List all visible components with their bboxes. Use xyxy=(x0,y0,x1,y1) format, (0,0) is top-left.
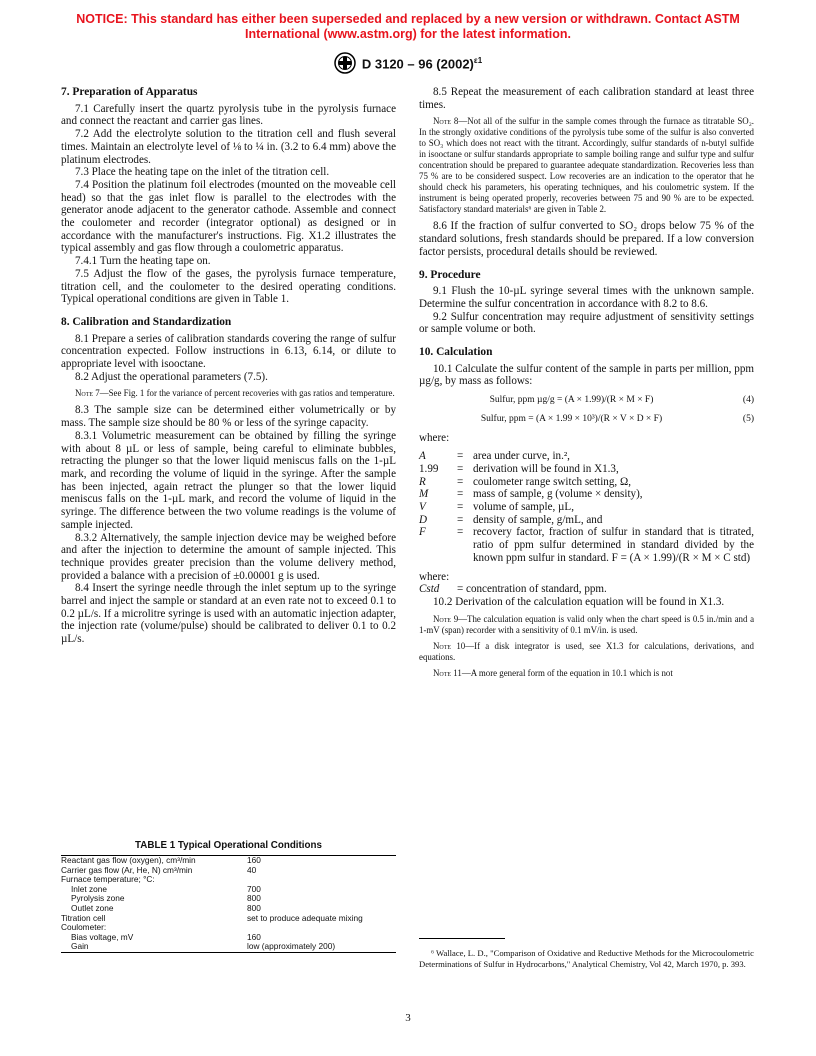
note-8 xyxy=(419,116,754,215)
note-7 xyxy=(61,388,396,399)
definition-row xyxy=(419,450,754,463)
note-7-label: Note 7 xyxy=(75,388,100,399)
table-cell-value: 40 xyxy=(247,864,257,875)
table-cell-value: set to produce adequate mixing xyxy=(247,912,363,923)
table-cell-label: Reactant gas flow (oxygen), cm³/min xyxy=(61,856,247,866)
table-cell-label: Outlet zone xyxy=(71,902,114,913)
definition-equals: = xyxy=(457,450,464,463)
note-10-label: Note 10 xyxy=(433,640,466,651)
footnote-6: ⁶ Wallace, L. D., "Comparison of Oxidative and Reductive Methods for the Microcoulometric Determinations of Sulfur in Hydrocarbons," Analytical Chemistry, Vol 42, March 1970, p. 393. xyxy=(419,948,754,969)
table-cell-label: Inlet zone xyxy=(71,883,107,894)
definition-symbol: V xyxy=(419,501,426,514)
table-cell-label: Carrier gas flow (Ar, He, N) cm³/min xyxy=(61,864,193,875)
para-8-2: 8.2 Adjust the operational parameters (7.5). xyxy=(75,370,268,383)
para-8-1: 8.1 Prepare a series of calibration standards covering the range of sulfur concentration expected. Follow instructions in 6.13, 6.14, or dilute to appropriate level with isooctane. xyxy=(61,332,396,371)
para-8-3: 8.3 The sample size can be determined either volumetrically or by mass. The sample size should be 80 % or less of the syringe capacity. xyxy=(61,404,396,430)
para-7-1: 7.1 Carefully insert the quartz pyrolysis tube in the pyrolysis furnace and connect the reactant and carrier gas lines. xyxy=(61,102,396,128)
definition-cstd-text: = concentration of standard, ppm. xyxy=(457,583,607,596)
table-1-title: TABLE 1 Typical Operational Conditions xyxy=(135,840,322,851)
definition-text: volume of sample, µL, xyxy=(473,501,574,514)
table-cell-value: 160 xyxy=(247,931,261,942)
variable-definitions xyxy=(419,450,754,564)
table-cell-value xyxy=(247,923,396,933)
table-cell-value: 800 xyxy=(247,902,261,913)
definition-equals: = xyxy=(457,475,464,488)
where-label-2: where: xyxy=(419,570,450,583)
para-8-5: 8.5 Repeat the measurement of each calibration standard at least three times. xyxy=(419,86,754,111)
para-10-1: 10.1 Calculate the sulfur content of the sample in parts per million, ppm µg/g, by mass as follows: xyxy=(419,362,754,388)
footnote-divider xyxy=(419,938,505,939)
para-8-3-1: 8.3.1 Volumetric measurement can be obtained by filling the syringe with about 8 µL or less of sample, being careful to eliminate bubbles, retracting the plunger so that the lower liquid meniscus falls on the 1-µL mark, and recording the volume of liquid in the syringe. After the sample has been injected, again retract the plunger so that the lower liquid meniscus falls on the 1-µL mark, and record the volume of liquid in the syringe. The difference between the two volume readings is the volume of sample injected. xyxy=(61,429,396,531)
equation-5 xyxy=(419,413,754,426)
table-cell-value: low (approximately 200) xyxy=(247,942,396,952)
table-cell-label: Gain xyxy=(61,942,247,952)
definition-equals: = xyxy=(457,513,464,526)
table-row xyxy=(61,942,396,952)
note-11-text: —A more general form of the equation in 10.1 which is not xyxy=(461,667,673,678)
definition-equals: = xyxy=(457,462,464,475)
definition-equals: = xyxy=(457,501,464,514)
definition-symbol: A xyxy=(419,450,426,463)
definition-cstd-symbol: Cstd xyxy=(419,583,440,596)
section-10-heading: 10. Calculation xyxy=(419,346,493,359)
table-cell-label: Pyrolysis zone xyxy=(71,893,125,904)
note-10-text: —If a disk integrator is used, see X1.3 for calculations, derivations, and equations. xyxy=(419,640,754,662)
table-1 xyxy=(61,840,396,953)
definition-symbol: F xyxy=(419,526,426,539)
definition-symbol: M xyxy=(419,488,429,501)
definition-text: recovery factor, fraction of sulfur in standard that is titrated, ratio of ppm sulfur determined in standard divided by the known ppm sulfur in standard. F = (A × 1.99)/(R × M × C std) xyxy=(473,526,754,564)
equation-5-text: Sulfur, ppm = (A × 1.99 × 10³)/(R × V × D × F) xyxy=(480,413,663,424)
right-column xyxy=(419,86,754,684)
definition-row xyxy=(419,514,754,527)
table-cell-value: 160 xyxy=(247,856,396,866)
equation-4 xyxy=(419,394,754,407)
designation-text: D 3120 – 96 (2002) xyxy=(361,56,474,72)
para-7-3: 7.3 Place the heating tape on the inlet of the titration cell. xyxy=(75,166,330,179)
para-7-2: 7.2 Add the electrolyte solution to the titration cell and flush several times. Maintain an electrolyte level of ⅛ to ¼ in. (3.2 to 6.4 mm) above the platinum electrodes. xyxy=(61,128,396,166)
equation-4-text: Sulfur, ppm µg/g = (A × 1.99)/(R × M × F) xyxy=(489,395,654,406)
para-8-3-2: 8.3.2 Alternatively, the sample injection device may be weighed before and after the injection to determine the amount of sample injected. This technique provides greater precision than the volume delivery method, provided a balance with a precision of ±0.00001 g is used. xyxy=(61,531,396,582)
table-cell-value xyxy=(247,875,396,885)
note-9-text: —The calculation equation is valid only when the chart speed is 0.5 in./min and a 1-mV (span) recorder with a sensitivity of 0.1 mV/in. is used. xyxy=(419,613,755,635)
notice-banner: NOTICE: This standard has either been superseded and replaced by a new version or withdrawn. Contact ASTM International (www.astm.org) for the latest information. xyxy=(76,12,740,41)
para-7-4-1: 7.4.1 Turn the heating tape on. xyxy=(75,255,211,268)
section-7-heading: 7. Preparation of Apparatus xyxy=(61,86,198,98)
definition-symbol: R xyxy=(419,475,426,488)
astm-logo-icon xyxy=(334,52,356,78)
table-cell-label: Titration cell xyxy=(61,912,106,923)
table-cell-label: Bias voltage, mV xyxy=(71,931,134,942)
designation-superscript: ε1 xyxy=(473,56,483,66)
definition-cstd xyxy=(419,583,754,596)
table-row xyxy=(61,875,396,885)
para-8-4: 8.4 Insert the syringe needle through the inlet septum up to the syringe barrel and inject the sample or standard at an even rate not to exceed 0.1 to 0.2 µL/s. If a microlitre syringe is used with an automatic injection adapter, the injection rate (volume/pulse) should be calibrated to deliver 0.1 to 0.2 µL/s. xyxy=(61,582,396,646)
definition-symbol: 1.99 xyxy=(419,462,439,475)
where-label-1: where: xyxy=(419,431,450,444)
table-1-grid xyxy=(61,855,396,953)
definition-text: derivation will be found in X1.3, xyxy=(473,462,619,475)
equation-4-number: (4) xyxy=(742,395,754,406)
note-8-label: Note 8 xyxy=(433,116,459,127)
table-cell-label: Coulometer: xyxy=(61,922,107,933)
table-cell-value: 800 xyxy=(247,893,261,904)
para-9-2: 9.2 Sulfur concentration may require adjustment of sensitivity settings or sample volume or both. xyxy=(419,310,754,336)
definition-equals: = xyxy=(457,526,464,539)
para-7-4: 7.4 Position the platinum foil electrodes (mounted on the moveable cell head) so that the gas inlet flow is parallel to the electrodes with the generator anode adjacent to the generator cathode. Assemble and connect the coulometer and recorder (integrator optional) as designed or in accordance with the manufacturer's instructions. Fig. X1.2 illustrates the typical assembly and gas flow through a coulometric apparatus. xyxy=(61,178,396,255)
para-8-6: 8.6 If the fraction of sulfur converted to SO₂ drops below 75 % of the standard solutions, fresh standards should be prepared. If a low conversion factor persists, procedural details should be reviewed. xyxy=(419,220,754,258)
table-cell-value: 700 xyxy=(247,883,261,894)
note-9 xyxy=(419,614,754,636)
section-9-heading: 9. Procedure xyxy=(419,268,481,281)
designation-header xyxy=(0,52,816,78)
para-7-5: 7.5 Adjust the flow of the gases, the pyrolysis furnace temperature, titration cell, and the coulometer to the desired operating conditions. Typical operational conditions are given in Table 1. xyxy=(61,267,396,306)
left-column xyxy=(61,86,396,646)
definition-text: density of sample, g/mL, and xyxy=(473,513,603,526)
table-cell-label: Furnace temperature; °C: xyxy=(61,874,155,885)
section-8-heading: 8. Calibration and Standardization xyxy=(61,315,232,328)
definition-row xyxy=(419,526,754,564)
table-row xyxy=(61,933,396,943)
definition-text: coulometer range switch setting, Ω, xyxy=(473,475,631,488)
equation-5-number: (5) xyxy=(742,413,754,424)
note-10 xyxy=(419,641,754,663)
note-11-label: Note 11 xyxy=(433,667,462,678)
definition-symbol: D xyxy=(419,513,428,526)
page-number: 3 xyxy=(405,1012,411,1024)
definition-row xyxy=(419,501,754,514)
note-9-label: Note 9 xyxy=(433,613,459,624)
definition-row xyxy=(419,476,754,489)
para-9-1: 9.1 Flush the 10-µL syringe several times with the unknown sample. Determine the sulfur concentration in accordance with 8.2 to 8.6. xyxy=(419,285,754,310)
definition-row xyxy=(419,463,754,476)
table-row xyxy=(61,914,396,924)
note-7-text: —See Fig. 1 for the variance of percent recoveries with gas ratios and temperature. xyxy=(99,388,395,399)
definition-row xyxy=(419,488,754,501)
note-11 xyxy=(419,668,754,679)
definition-text: mass of sample, g (volume × density), xyxy=(473,488,643,501)
definition-text: area under curve, in.², xyxy=(473,450,570,463)
para-10-2: 10.2 Derivation of the calculation equation will be found in X1.3. xyxy=(433,595,725,608)
note-8-text: —Not all of the sulfur in the sample comes through the furnace as titratable SO₂. In the strongly oxidative conditions of the pyrolysis tube some of the sulfur is also converted to SO₃ which does not react with the titrant. Accordingly, sulfur standards of n-butyl sulfide in isooctane or sulfur standards appropriate to sample boiling range and sulfur type and sulfur concentration should be prepared to guarantee adequate standardization. Recoveries less than 75 % are to be considered suspect. Low recoveries are an indication to the operator that he should check his parameters, his operating techniques, and his coulometric system. If the instrument is being operated properly, recoveries between 75 and 90 % are to be expected. Satisfactory standard materials⁶ are given in Table 2. xyxy=(419,116,755,215)
definition-equals: = xyxy=(457,488,464,501)
